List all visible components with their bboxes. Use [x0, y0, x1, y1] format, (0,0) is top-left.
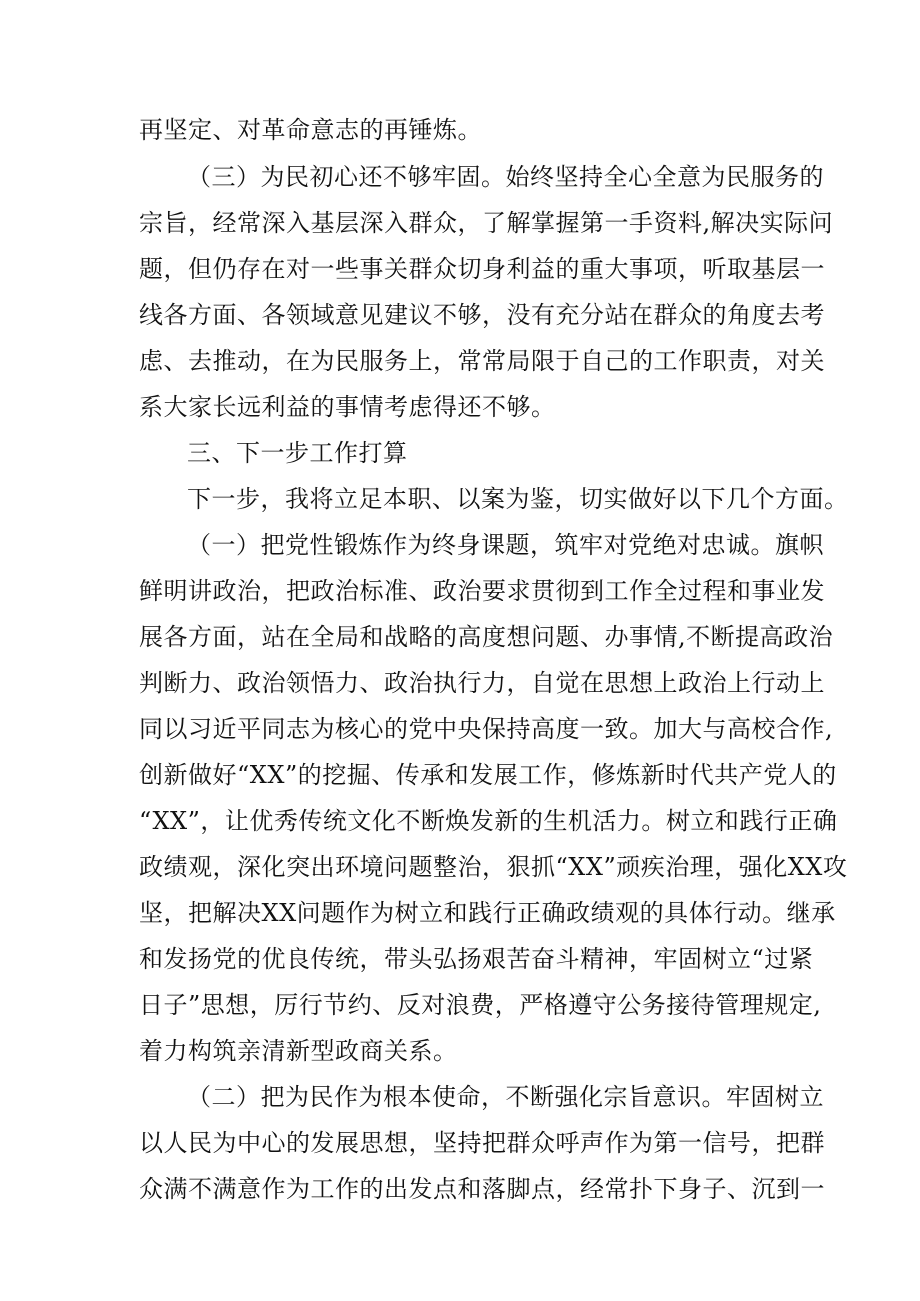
- text-line: 同以习近平同志为核心的党中央保持高度一致。加大与高校合作,: [139, 715, 834, 743]
- text-line: 着力构筑亲清新型政商关系。: [139, 1037, 458, 1065]
- text-line: 系大家长远利益的事情考虑得还不够。: [139, 393, 556, 421]
- text-line: 创新做好“XX”的挖掘、传承和发展工作，修炼新时代共产党人的: [139, 761, 837, 789]
- text-line: 政绩观，深化突出环境问题整治，狠抓“XX”顽疾治理，强化XX攻: [139, 853, 848, 881]
- text-line: （二）把为民作为根本使命，不断强化宗旨意识。牢固树立: [187, 1083, 824, 1111]
- text-line: 鲜明讲政治，把政治标准、政治要求贯彻到工作全过程和事业发: [139, 577, 825, 605]
- text-line: 宗旨，经常深入基层深入群众，了解掌握第一手资料,解决实际问: [139, 209, 834, 237]
- text-line: 题，但仍存在对一些事关群众切身利益的重大事项，听取基层一: [139, 255, 825, 283]
- text-line: 坚，把解决XX问题作为树立和践行正确政绩观的具体行动。继承: [139, 899, 836, 927]
- text-line: 线各方面、各领域意见建议不够，没有充分站在群众的角度去考: [139, 301, 825, 329]
- text-line: 日子”思想，厉行节约、反对浪费，严格遵守公务接待管理规定,: [139, 991, 822, 1019]
- text-line: “XX”，让优秀传统文化不断焕发新的生机活力。树立和践行正确: [139, 807, 838, 835]
- text-line: （三）为民初心还不够牢固。始终坚持全心全意为民服务的: [187, 163, 824, 191]
- text-line: 和发扬党的优良传统，带头弘扬艰苦奋斗精神，牢固树立“过紧: [139, 945, 814, 973]
- text-line: 展各方面，站在全局和战略的高度想问题、办事情,不断提高政治: [139, 623, 834, 651]
- text-line: （一）把党性锻炼作为终身课题，筑牢对党绝对忠诚。旗帜: [187, 531, 824, 559]
- section-heading: 三、下一步工作打算: [187, 439, 408, 467]
- text-line: 虑、去推动，在为民服务上，常常局限于自己的工作职责，对关: [139, 347, 825, 375]
- text-line: 再坚定、对革命意志的再锤炼。: [139, 116, 482, 144]
- text-line: 以人民为中心的发展思想，坚持把群众呼声作为第一信号，把群: [139, 1129, 825, 1157]
- text-line: 判断力、政治领悟力、政治执行力，自觉在思想上政治上行动上: [139, 669, 825, 697]
- text-line: 下一步，我将立足本职、以案为鉴，切实做好以下几个方面。: [187, 485, 849, 513]
- text-line: 众满不满意作为工作的出发点和落脚点，经常扑下身子、沉到一: [139, 1175, 825, 1203]
